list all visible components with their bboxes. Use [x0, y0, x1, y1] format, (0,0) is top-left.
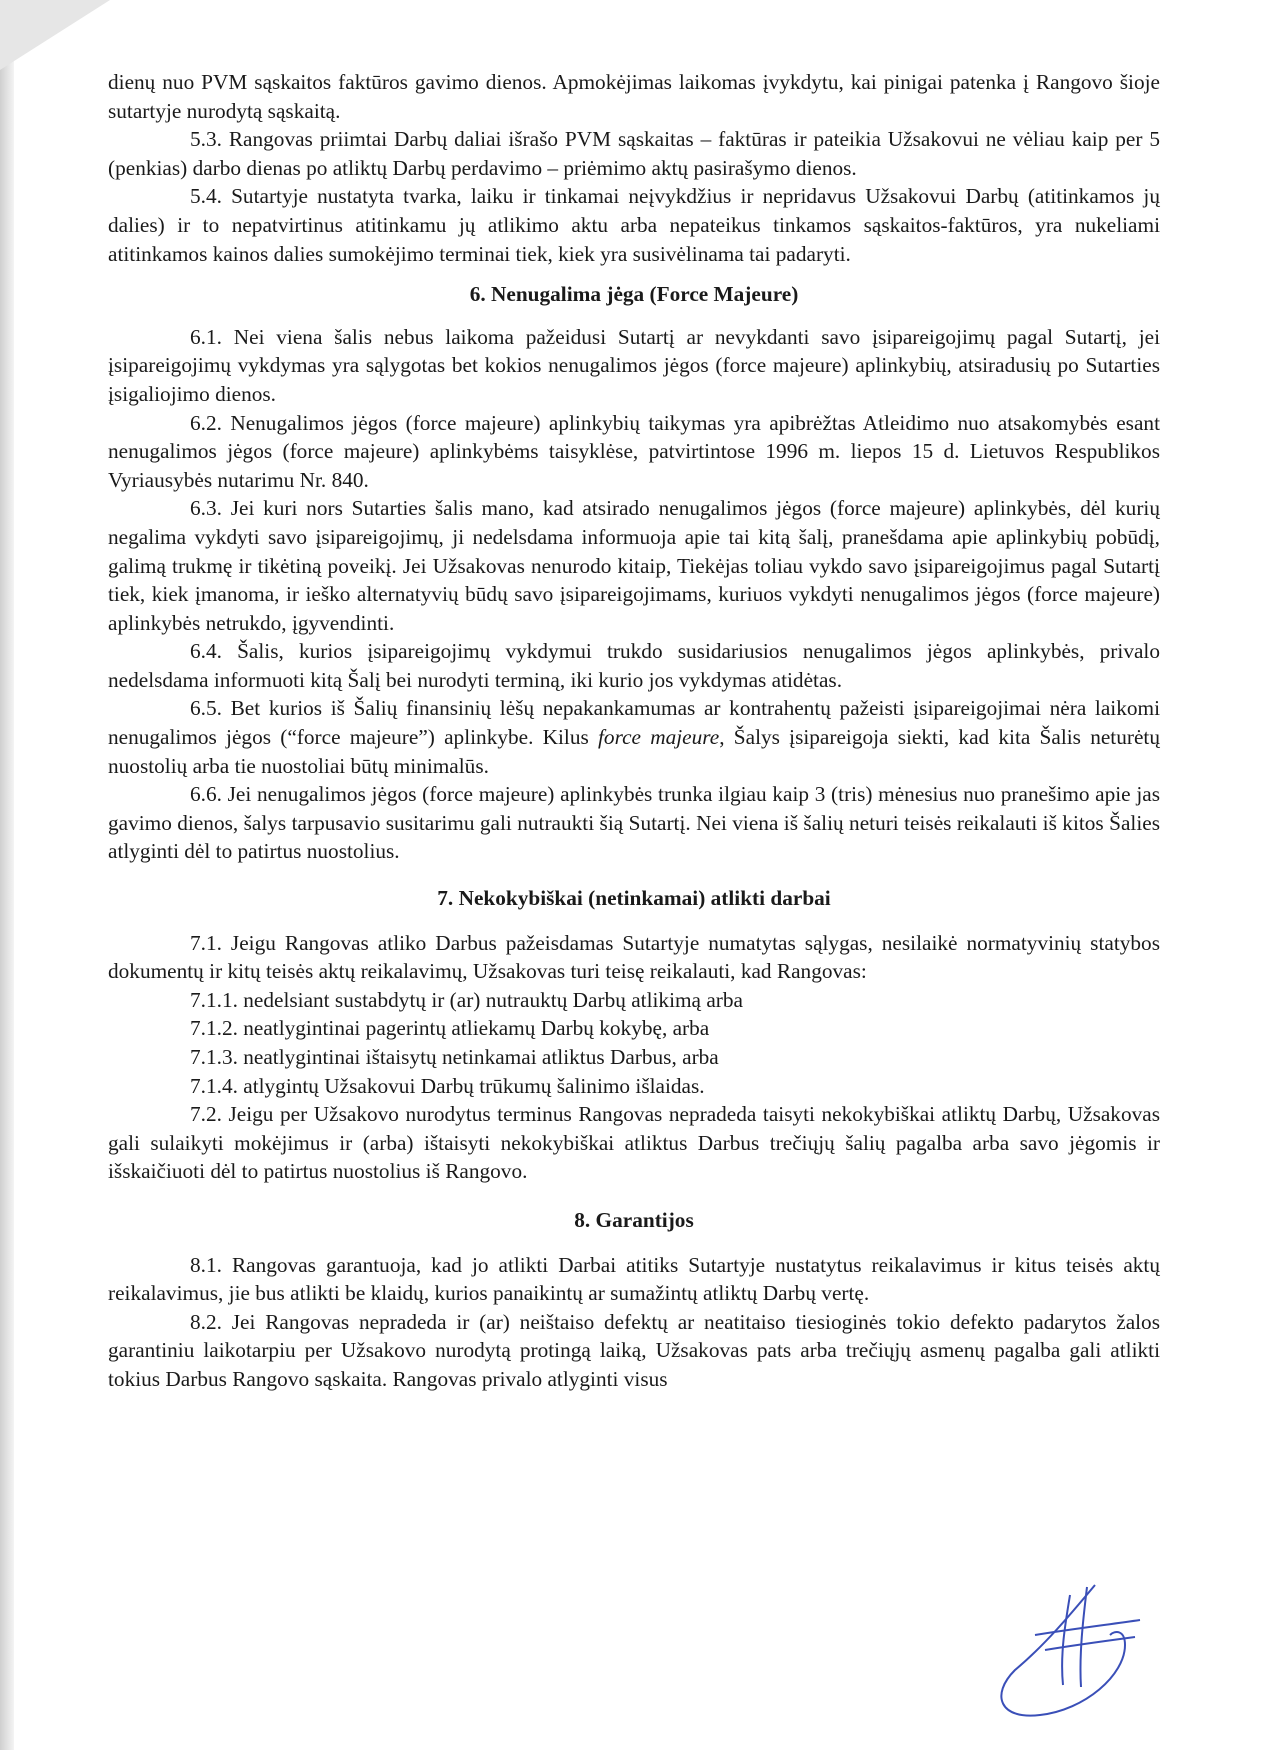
section-6-heading: 6. Nenugalima jėga (Force Majeure) — [469, 282, 799, 307]
section-8-heading: 8. Garantijos — [574, 1207, 694, 1232]
paragraph-6-3: 6.3. Jei kuri nors Sutarties šalis mano, kad atsirado nenugalimos jėgos (force majeure) aplinkybės, dėl kurių negalima vykdyti savo įsipareigojimų, ji nedelsdama informuoja apie tai kitą šalį, pranešdama apie aplinkybių pobūdį, galimą trukmę ir tikėtiną poveikį. Jei Užsakovas nenurodo kitaip, Tiekėjas toliau vykdo savo įsipareigojimus pagal Sutartį tiek, kiek įmanoma, ir ieško alternatyvių būdų savo įsipareigojimams, kuriuos vykdyti nenugalimos jėgos (force majeure) aplinkybės netrukdo, įgyvendinti. — [108, 496, 1160, 635]
paragraph-5-2-continued: dienų nuo PVM sąskaitos faktūros gavimo dienos. Apmokėjimas laikomas įvykdytu, kai pinigai patenka į Rangovo šioje sutartyje nurodytą sąskaitą. — [108, 70, 1160, 123]
paragraph-6-5-text-b: , Šalys įsipareigoja siekti, kad kita Šalis neturėtų nuostolių arba tie nuostoliai būtų minimalūs. — [108, 725, 1160, 778]
paragraph-6-5-italic: force majeure — [598, 725, 720, 750]
paragraph-7-2: 7.2. Jeigu per Užsakovo nurodytus terminus Rangovas nepradeda taisyti nekokybiškai atliktų Darbų, Užsakovas gali sulaikyti mokėjimus ir (arba) ištaisyti nekokybiškai atliktus Darbus trečiųjų šalių pagalba arba savo jėgomis ir išskaičiuoti dėl to patirtus nuostolius iš Rangovo. — [108, 1102, 1160, 1184]
paragraph-8-1: 8.1. Rangovas garantuoja, kad jo atlikti Darbai atitiks Sutartyje nustatytus reikalavimus ir kitus teisės aktų reikalavimus, jie bus atlikti be klaidų, kurios panaikintų ar sumažintų atliktų Darbų vertę. — [108, 1252, 1160, 1306]
paragraph-6-5 — [108, 694, 1160, 780]
paragraph-7-1-4: 7.1.4. atlygintų Užsakovui Darbų trūkumų šalinimo išlaidas. — [190, 1073, 705, 1098]
paragraph-6-6: 6.6. Jei nenugalimos jėgos (force majeure) aplinkybės trunka ilgiau kaip 3 (tris) mėnesius nuo pranešimo apie jas gavimo dienos, šalys tarpusavio susitarimu gali nutraukti šią Sutartį. Nei viena iš šalių neturi teisės reikalauti iš kitos Šalies atlyginti dėl to patirtus nuostolius. — [108, 782, 1160, 864]
paragraph-8-2: 8.2. Jei Rangovas nepradeda ir (ar) neištaiso defektų ar neatitaiso tiesioginės tokio defekto padarytos žalos garantiniu laikotarpiu per Užsakovo nurodytą protingą laiką, Užsakovas pats arba trečiųjų asmenų pagalba gali atlikti tokius Darbus Rangovo sąskaita. Rangovas privalo atlyginti visus — [108, 1309, 1160, 1391]
paragraph-7-1-3: 7.1.3. neatlygintinai ištaisytų netinkamai atliktus Darbus, arba — [190, 1045, 719, 1069]
paragraph-7-1-2: 7.1.2. neatlygintinai pagerintų atliekamų Darbų kokybę, arba — [190, 1016, 710, 1041]
folded-corner — [0, 0, 110, 70]
paragraph-6-4: 6.4. Šalis, kurios įsipareigojimų vykdymui trukdo susidariusios nenugalimos jėgos aplinkybės, privalo nedelsdama informuoti kitą Šalį bei nurodyti terminą, iki kurio jos vykdymas atidėtas. — [108, 639, 1160, 692]
document-page — [108, 68, 1160, 1394]
paragraph-7-1-1: 7.1.1. nedelsiant sustabdytų ir (ar) nutrauktų Darbų atlikimą arba — [190, 987, 743, 1012]
section-7-heading: 7. Nekokybiškai (netinkamai) atlikti darbai — [437, 886, 831, 911]
paragraph-6-5-text-a: 6.5. Bet kurios iš Šalių finansinių lėšų nepakankamumas ar kontrahentų pažeisti įsipareigojimai nėra laikomi nenugalimos jėgos (“force majeure”) aplinkybe. Kilus — [108, 696, 1160, 750]
handwritten-signature — [975, 1575, 1145, 1725]
paragraph-5-3: 5.3. Rangovas priimtai Darbų daliai išrašo PVM sąskaitas – faktūras ir pateikia Užsakovui ne vėliau kaip per 5 (penkias) darbo dienas po atliktų Darbų perdavimo – priėmimo aktų pasirašymo dienos. — [108, 127, 1160, 180]
paragraph-6-2: 6.2. Nenugalimos jėgos (force majeure) aplinkybių taikymas yra apibrėžtas Atleidimo nuo atsakomybės esant nenugalimos jėgos (force majeure) aplinkybėms taisyklėse, patvirtintose 1996 m. liepos 15 d. Lietuvos Respublikos Vyriausybės nutarimu Nr. 840. — [108, 410, 1160, 492]
paragraph-6-1: 6.1. Nei viena šalis nebus laikoma pažeidusi Sutartį ar nevykdanti savo įsipareigojimų pagal Sutartį, jei įsipareigojimų vykdymas yra sąlygotas bet kokios nenugalimos jėgos (force majeure) aplinkybių, atsiradusių po Sutarties įsigaliojimo dienos. — [108, 324, 1160, 406]
scan-edge-shadow — [0, 0, 14, 1750]
paragraph-7-1: 7.1. Jeigu Rangovas atliko Darbus pažeisdamas Sutartyje numatytas sąlygas, nesilaikė normatyvinių statybos dokumentų ir kitų teisės aktų reikalavimų, Užsakovas turi teisę reikalauti, kad Rangovas: — [108, 930, 1160, 984]
paragraph-5-4: 5.4. Sutartyje nustatyta tvarka, laiku ir tinkamai neįvykdžius ir nepridavus Užsakovui Darbų (atitinkamos jų dalies) ir to nepatvirtinus atitinkamu jų atlikimo aktu arba nepateikus tinkamos sąskaitos-faktūros, yra nukeliami atitinkamos kainos dalies sumokėjimo terminai tiek, kiek yra susivėlinama tai padaryti. — [108, 184, 1160, 266]
